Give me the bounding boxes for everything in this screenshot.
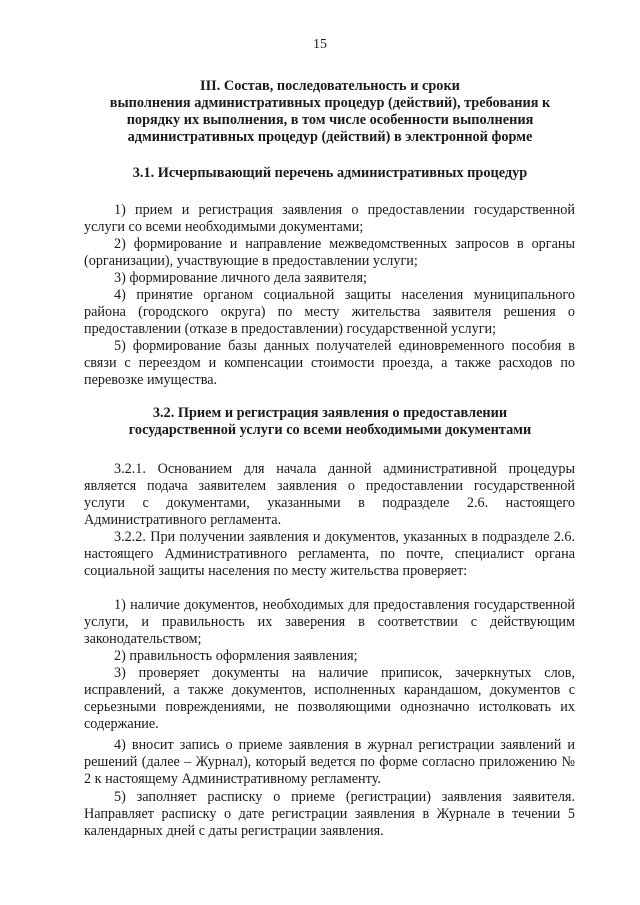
section-heading-line: порядку их выполнения, в том числе особенности выполнения	[126, 112, 534, 128]
subsection-32-title-line: государственной услуги со всеми необходимыми документами	[128, 422, 532, 438]
subsection-32-title	[80, 405, 580, 439]
paragraph: 3) проверяет документы на наличие приписок, зачеркнутых слов, исправлений, а также документов, исполненных карандашом, документов с серьезными повреждениями, не позволяющими однозначно истолковать их содержание.	[84, 665, 575, 732]
list-item: 1) прием и регистрация заявления о предоставлении государственной услуги со всеми необходимыми документами;	[84, 202, 575, 235]
paragraph: 1) наличие документов, необходимых для предоставления государственной услуги, и правильность их заверения в соответствии с действующим законодательством;	[84, 597, 575, 647]
paragraph: 5) заполняет расписку о приеме (регистрации) заявления заявителя. Направляет расписку о дате регистрации заявления в Журнале в течении 5 календарных дней с даты регистрации заявления.	[84, 789, 575, 839]
list-item: 5) формирование базы данных получателей единовременного пособия в связи с переездом и компенсации стоимости проезда, а также расходов по перевозке имущества.	[84, 338, 575, 388]
paragraph: 2) правильность оформления заявления;	[114, 648, 358, 664]
subsection-32-title-line: 3.2. Прием и регистрация заявления о предоставлении	[152, 405, 508, 421]
list-item: 4) принятие органом социальной защиты населения муниципального района (городского округа) по месту жительства заявителя решения о предоставлении (отказе в предоставлении) государственной услуги;	[84, 287, 575, 337]
list-item: 3) формирование личного дела заявителя;	[114, 270, 367, 286]
page-number: 15	[313, 37, 327, 52]
paragraph: 4) вносит запись о приеме заявления в журнал регистрации заявлений и решений (далее – Журнал), который ведется по форме согласно приложению № 2 к настоящему Административному регламенту.	[84, 737, 575, 787]
list-item: 2) формирование и направление межведомственных запросов в органы (организации), участвующие в предоставлении услуги;	[84, 236, 575, 269]
paragraph: 3.2.1. Основанием для начала данной административной процедуры является подача заявителем заявления о предоставлении государственной услуги с документами, указанными в подразделе 2.6. настоящего Административного регламента.	[84, 461, 575, 528]
section-heading	[80, 78, 580, 146]
paragraph: 3.2.2. При получении заявления и документов, указанных в подразделе 2.6. настоящего Административного регламента, по почте, специалист органа социальной защиты населения по месту жительства проверяет:	[84, 529, 575, 579]
section-heading-line: выполнения административных процедур (действий), требования к	[109, 95, 551, 111]
section-heading-line: административных процедур (действий) в электронной форме	[127, 129, 533, 145]
subsection-31-title: 3.1. Исчерпывающий перечень административных процедур	[132, 165, 528, 181]
section-heading-line: III. Состав, последовательность и сроки	[200, 78, 460, 94]
